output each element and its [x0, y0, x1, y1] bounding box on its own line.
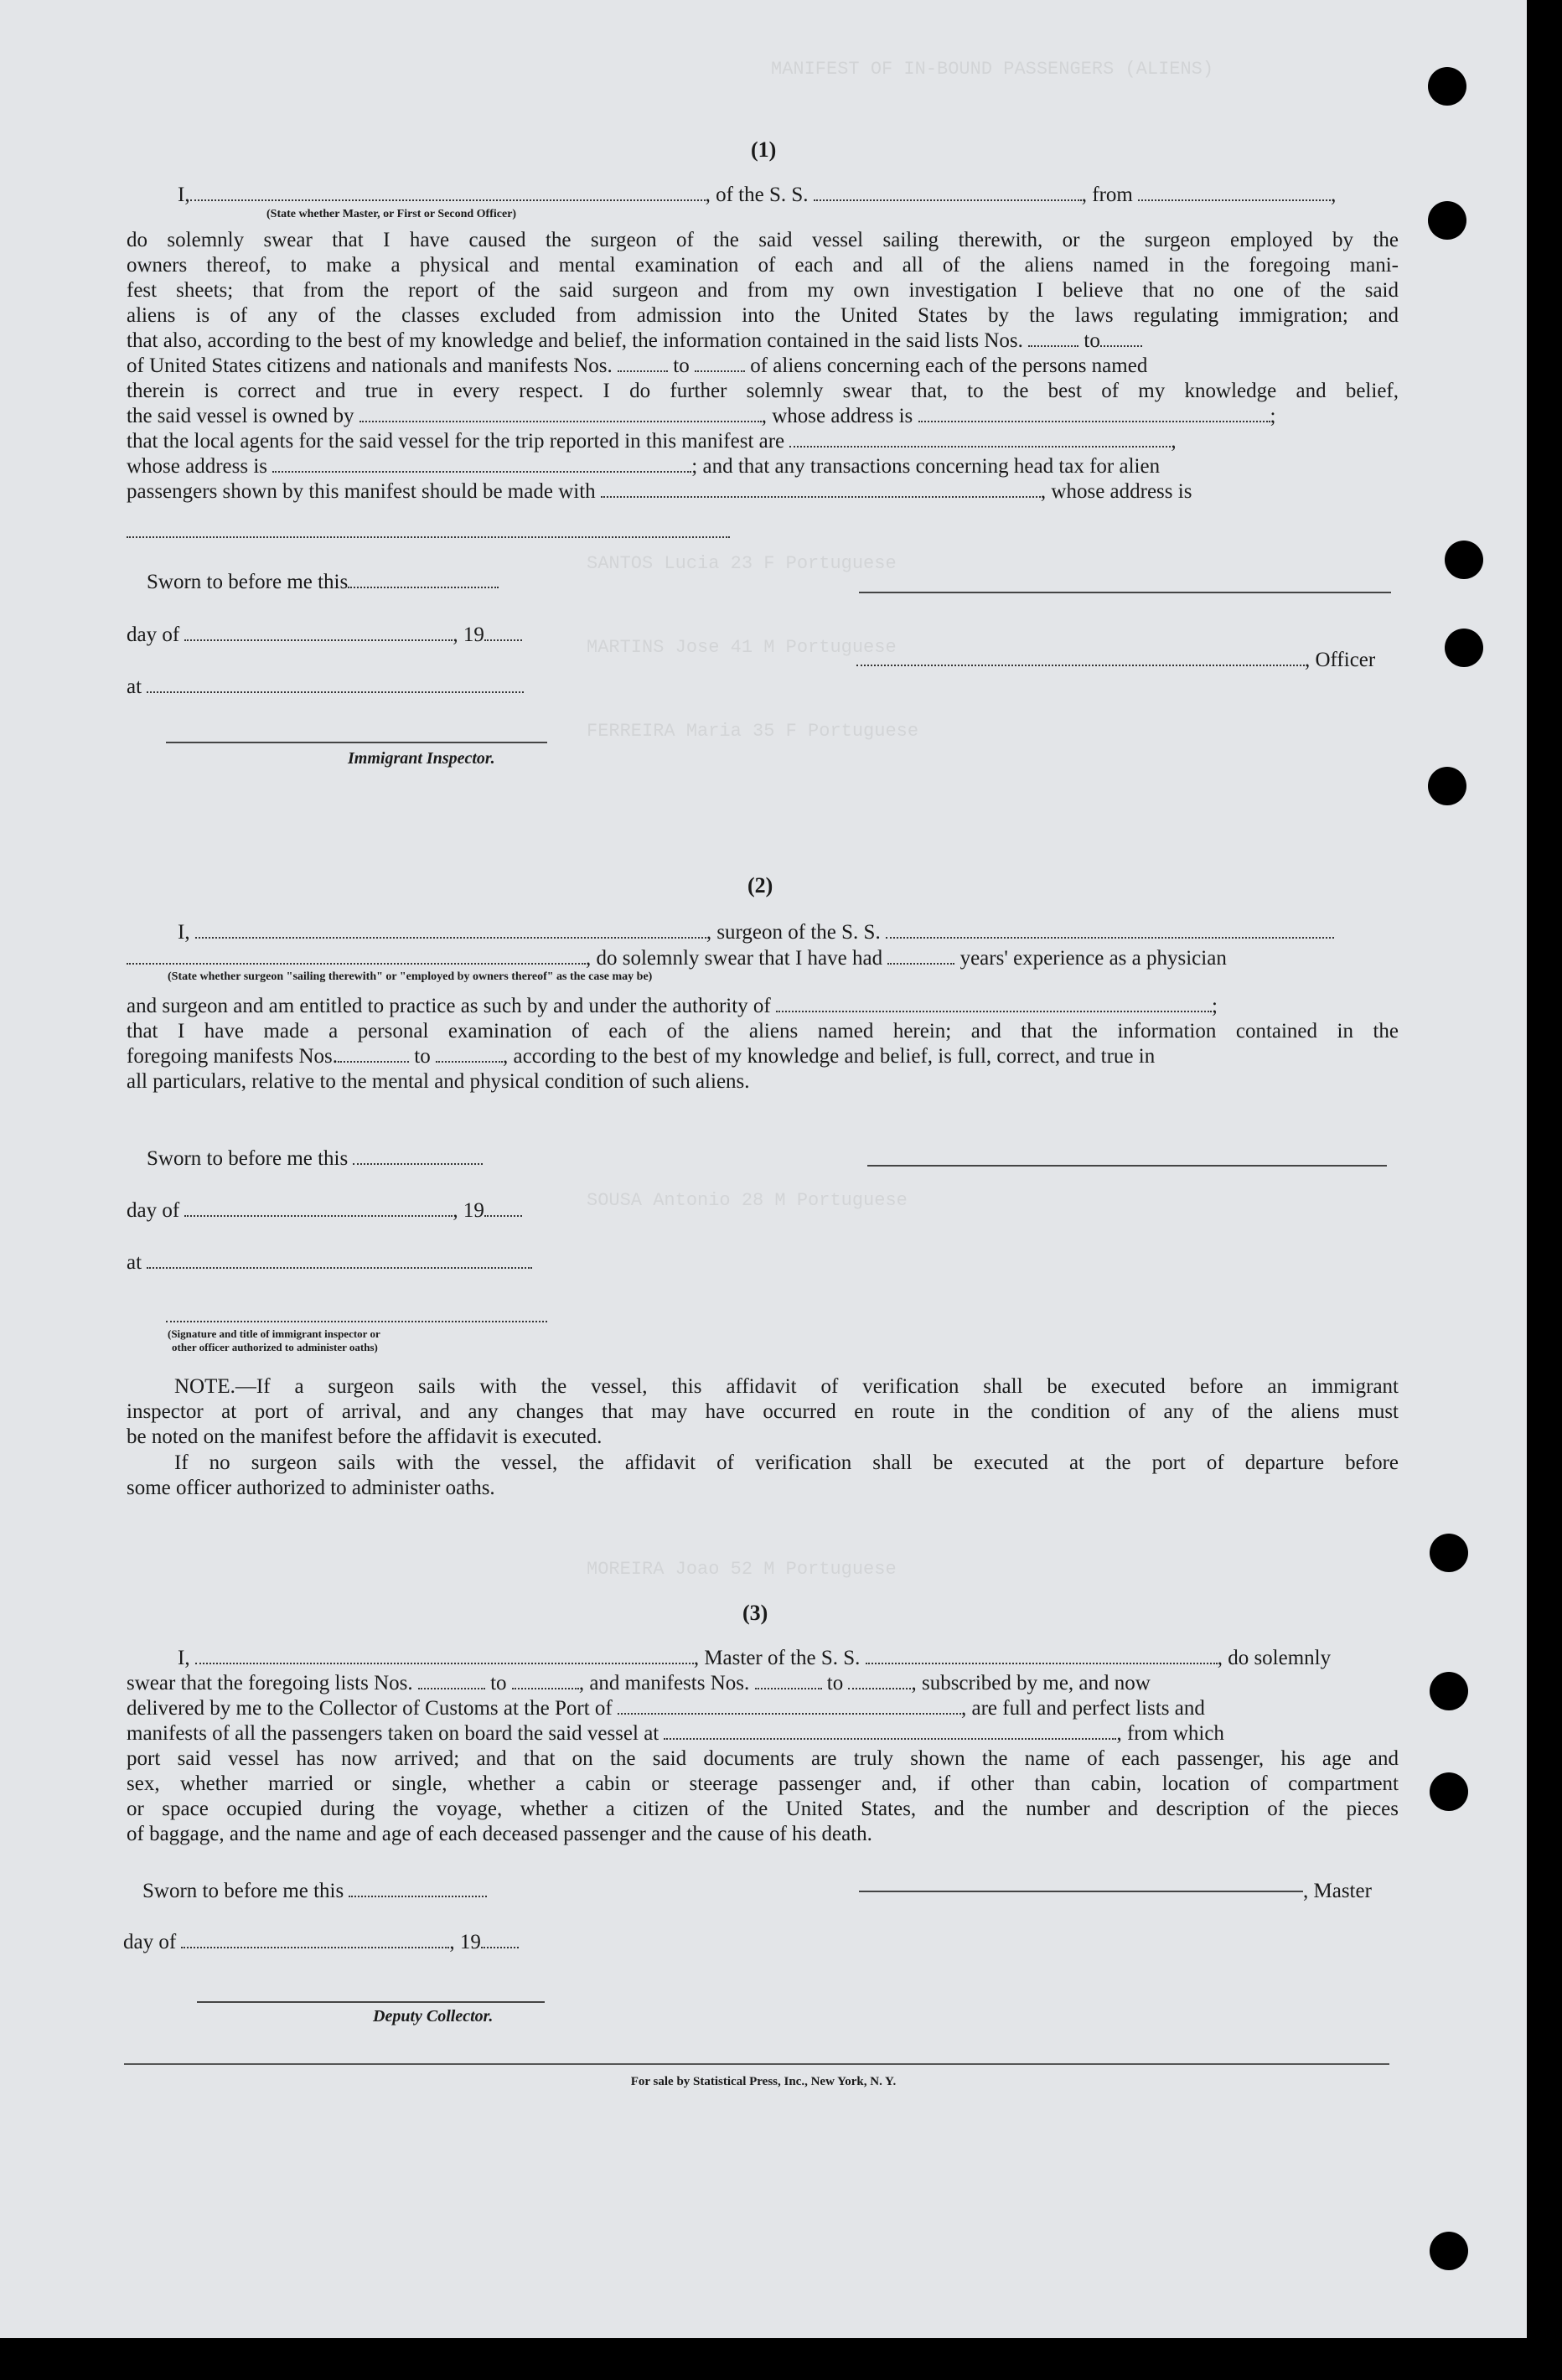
s3-para-line: or space occupied during the voyage, whether a citizen of the United States, and the number and description of the pieces: [127, 1798, 1399, 1820]
s1-inspector-caption: Immigrant Inspector.: [348, 749, 495, 768]
bleed-through: FERREIRA Maria 35 F Portuguese: [587, 721, 919, 742]
s1-officer-field[interactable]: [856, 648, 1305, 666]
s3-collector-signature-line[interactable]: [197, 2001, 545, 2003]
s3-day-line: day of , 19: [123, 1930, 519, 1955]
bleed-through: MANIFEST OF IN-BOUND PASSENGERS (ALIENS): [771, 59, 1214, 80]
s2-line-1: I, , surgeon of the S. S.: [178, 920, 1334, 945]
departure-port-field[interactable]: [1138, 183, 1331, 201]
s1-officer-signature-line[interactable]: [859, 592, 1391, 593]
s3-line-3: delivered by me to the Collector of Customs at the Port of , are full and perfect lists and: [127, 1697, 1205, 1720]
s3-day-field[interactable]: [181, 1930, 449, 1948]
s3-line-1: I, , Master of the S. S. , do solemnly: [178, 1647, 1332, 1669]
s2-manifests-to-field[interactable]: [436, 1044, 503, 1063]
s2-line-2: , do solemnly swear that I have had years' experience as a physician: [127, 946, 1227, 971]
s1-para-line: owners thereof, to make a physical and mental examination of each and all of the aliens named in the foregoing mani-: [127, 254, 1399, 277]
s2-sworn-line: Sworn to before me this: [147, 1146, 483, 1172]
s1-para-line: of United States citizens and nationals and manifests Nos. to of aliens concerning each of the persons named: [127, 354, 1148, 377]
s1-para-line: that also, according to the best of my knowledge and belief, the information contained in the said lists Nos. to: [127, 329, 1142, 354]
s3-manifests-to-field[interactable]: [848, 1671, 911, 1689]
s2-signature-caption: (Signature and title of immigrant inspector or: [168, 1327, 380, 1340]
s1-para-line: fest sheets; that from the report of the said surgeon and from my own investigation I believe that no one of the said: [127, 279, 1399, 302]
s2-sworn-date-field[interactable]: [353, 1146, 483, 1165]
s2-line-5: foregoing manifests Nos. to , according to the best of my knowledge and belief, is full, correct, and true in: [127, 1045, 1156, 1068]
punch-hole: [1428, 201, 1466, 240]
s1-para-line: whose address is ; and that any transactions concerning head tax for alien: [127, 455, 1161, 478]
s1-day-field[interactable]: [184, 623, 453, 641]
vessel-name-field[interactable]: [814, 183, 1082, 201]
section-2-number: (2): [747, 873, 773, 898]
years-experience-field[interactable]: [887, 946, 954, 965]
rank-caption: (State whether Master, or First or Second Officer): [266, 208, 517, 220]
note-line: NOTE.—If a surgeon sails with the vessel, this affidavit of verification shall be executed before an immigrant: [174, 1375, 1399, 1398]
punch-hole: [1428, 67, 1466, 106]
s3-year-field[interactable]: [481, 1930, 519, 1948]
punch-hole: [1430, 1672, 1468, 1710]
s2-signature-caption: other officer authorized to administer oaths): [172, 1341, 378, 1353]
s1-sworn-line: Sworn to before me this: [147, 570, 499, 595]
rank-field[interactable]: [190, 183, 706, 201]
s3-manifests-from-field[interactable]: [755, 1671, 822, 1689]
s2-line-4: that I have made a personal examination of each of the aliens named herein; and that the information contained in the: [127, 1020, 1399, 1043]
s3-master-signature-line[interactable]: [859, 1891, 1303, 1892]
bleed-through: SANTOS Lucia 23 F Portuguese: [587, 553, 897, 574]
lists-from-field[interactable]: [1028, 329, 1078, 347]
section-1-number: (1): [751, 137, 777, 162]
punch-hole: [1430, 1534, 1468, 1572]
s2-at-field[interactable]: [147, 1250, 532, 1269]
s2-year-field[interactable]: [484, 1198, 522, 1217]
s2-line-3: and surgeon and am entitled to practice as such by and under the authority of ;: [127, 995, 1218, 1017]
s2-at-line: at: [127, 1250, 532, 1275]
punch-hole: [1445, 541, 1483, 579]
s1-inspector-signature-line[interactable]: [166, 742, 547, 743]
note-line: some officer authorized to administer oaths.: [127, 1477, 495, 1499]
head-tax-agent-field[interactable]: [601, 479, 1041, 498]
s3-master-line: , Master: [859, 1879, 1372, 1904]
s1-at-field[interactable]: [147, 675, 524, 693]
s1-para-line: do solemnly swear that I have caused the surgeon of the said vessel sailing therewith, or the surgeon employed by the: [127, 229, 1399, 251]
agents-address-field[interactable]: [272, 454, 691, 473]
s2-inspector-signature-line[interactable]: [166, 1321, 547, 1322]
bleed-through: SOUSA Antonio 28 M Portuguese: [587, 1190, 908, 1211]
printer-imprint: For sale by Statistical Press, Inc., New York, N. Y.: [630, 2075, 897, 2088]
s1-at-line: at: [127, 675, 524, 700]
s3-lists-from-field[interactable]: [418, 1671, 485, 1689]
s3-collector-caption: Deputy Collector.: [373, 2007, 494, 2026]
surgeon-status-caption: (State whether surgeon "sailing therewith" or "employed by owners thereof" as the case may be): [168, 970, 653, 983]
note-line: inspector at port of arrival, and any changes that may have occurred en route in the condition of any of the aliens must: [127, 1400, 1399, 1423]
punch-hole: [1430, 2232, 1468, 2270]
punch-hole: [1428, 767, 1466, 805]
note-line: If no surgeon sails with the vessel, the affidavit of verification shall be executed at the port of departure before: [174, 1451, 1399, 1474]
s2-day-line: day of , 19: [127, 1198, 522, 1224]
customs-port-field[interactable]: [618, 1696, 961, 1715]
s2-manifests-from-field[interactable]: [338, 1044, 409, 1063]
owner-address-field[interactable]: [918, 404, 1270, 422]
s1-para-line: that the local agents for the said vessel for the trip reported in this manifest are ,: [127, 430, 1177, 453]
s3-lists-to-field[interactable]: [512, 1671, 579, 1689]
s3-sworn-line: Sworn to before me this: [142, 1879, 487, 1904]
s3-line-2: swear that the foregoing lists Nos. to , and manifests Nos. to , subscribed by me, and now: [127, 1672, 1151, 1694]
note-line: be noted on the manifest before the affidavit is executed.: [127, 1425, 603, 1448]
s1-para-line: therein is correct and true in every respect. I do further solemnly swear that, to the best of my knowledge and belief,: [127, 380, 1399, 402]
footer-rule: [124, 2063, 1389, 2065]
surgeon-status-field[interactable]: [127, 946, 586, 965]
s2-vessel-field[interactable]: [886, 920, 1334, 939]
practice-authority-field[interactable]: [776, 994, 1212, 1012]
s3-vessel-field[interactable]: [866, 1646, 1218, 1664]
embarkation-port-field[interactable]: [664, 1721, 1116, 1740]
owner-field[interactable]: [359, 404, 762, 422]
s2-surgeon-signature-line[interactable]: [867, 1165, 1387, 1167]
s1-year-field[interactable]: [484, 623, 522, 641]
s3-para-line: of baggage, and the name and age of each deceased passenger and the cause of his death.: [127, 1823, 872, 1845]
head-tax-address-field[interactable]: [127, 536, 730, 538]
s1-sworn-date-field[interactable]: [348, 570, 499, 588]
s1-day-line: day of , 19: [127, 623, 522, 648]
s1-para-line: aliens is of any of the classes excluded from admission into the United States by the laws regulating immigration; and: [127, 304, 1399, 327]
bleed-through: MARTINS Jose 41 M Portuguese: [587, 637, 897, 658]
s3-sworn-date-field[interactable]: [349, 1879, 487, 1897]
s1-officer-line: , Officer: [856, 648, 1375, 673]
s2-line-6: all particulars, relative to the mental and physical condition of such aliens.: [127, 1070, 750, 1093]
manifests-from-field[interactable]: [618, 354, 668, 372]
s1-para-line: passengers shown by this manifest should be made with , whose address is: [127, 480, 1192, 503]
s2-day-field[interactable]: [184, 1198, 453, 1217]
local-agents-field[interactable]: [789, 429, 1171, 448]
s1-para-line: the said vessel is owned by , whose address is ;: [127, 405, 1276, 427]
bleed-through: MOREIRA Joao 52 M Portuguese: [587, 1559, 897, 1580]
lists-to-field[interactable]: [1100, 329, 1142, 347]
punch-hole: [1430, 1772, 1468, 1811]
s3-para-line: sex, whether married or single, whether a cabin or steerage passenger and, if other than cabin, location of compartment: [127, 1772, 1399, 1795]
s3-para-line: port said vessel has now arrived; and that on the said documents are truly shown the name of each passenger, his age and: [127, 1747, 1399, 1770]
section-3-number: (3): [742, 1601, 768, 1625]
master-name-field[interactable]: [195, 1646, 694, 1664]
manifests-to-field[interactable]: [695, 354, 745, 372]
s1-line-1: I, , of the S. S. , from ,: [178, 184, 1337, 206]
surgeon-name-field[interactable]: [195, 920, 706, 939]
s3-line-4: manifests of all the passengers taken on board the said vessel at , from which: [127, 1722, 1224, 1745]
punch-hole: [1445, 629, 1483, 667]
